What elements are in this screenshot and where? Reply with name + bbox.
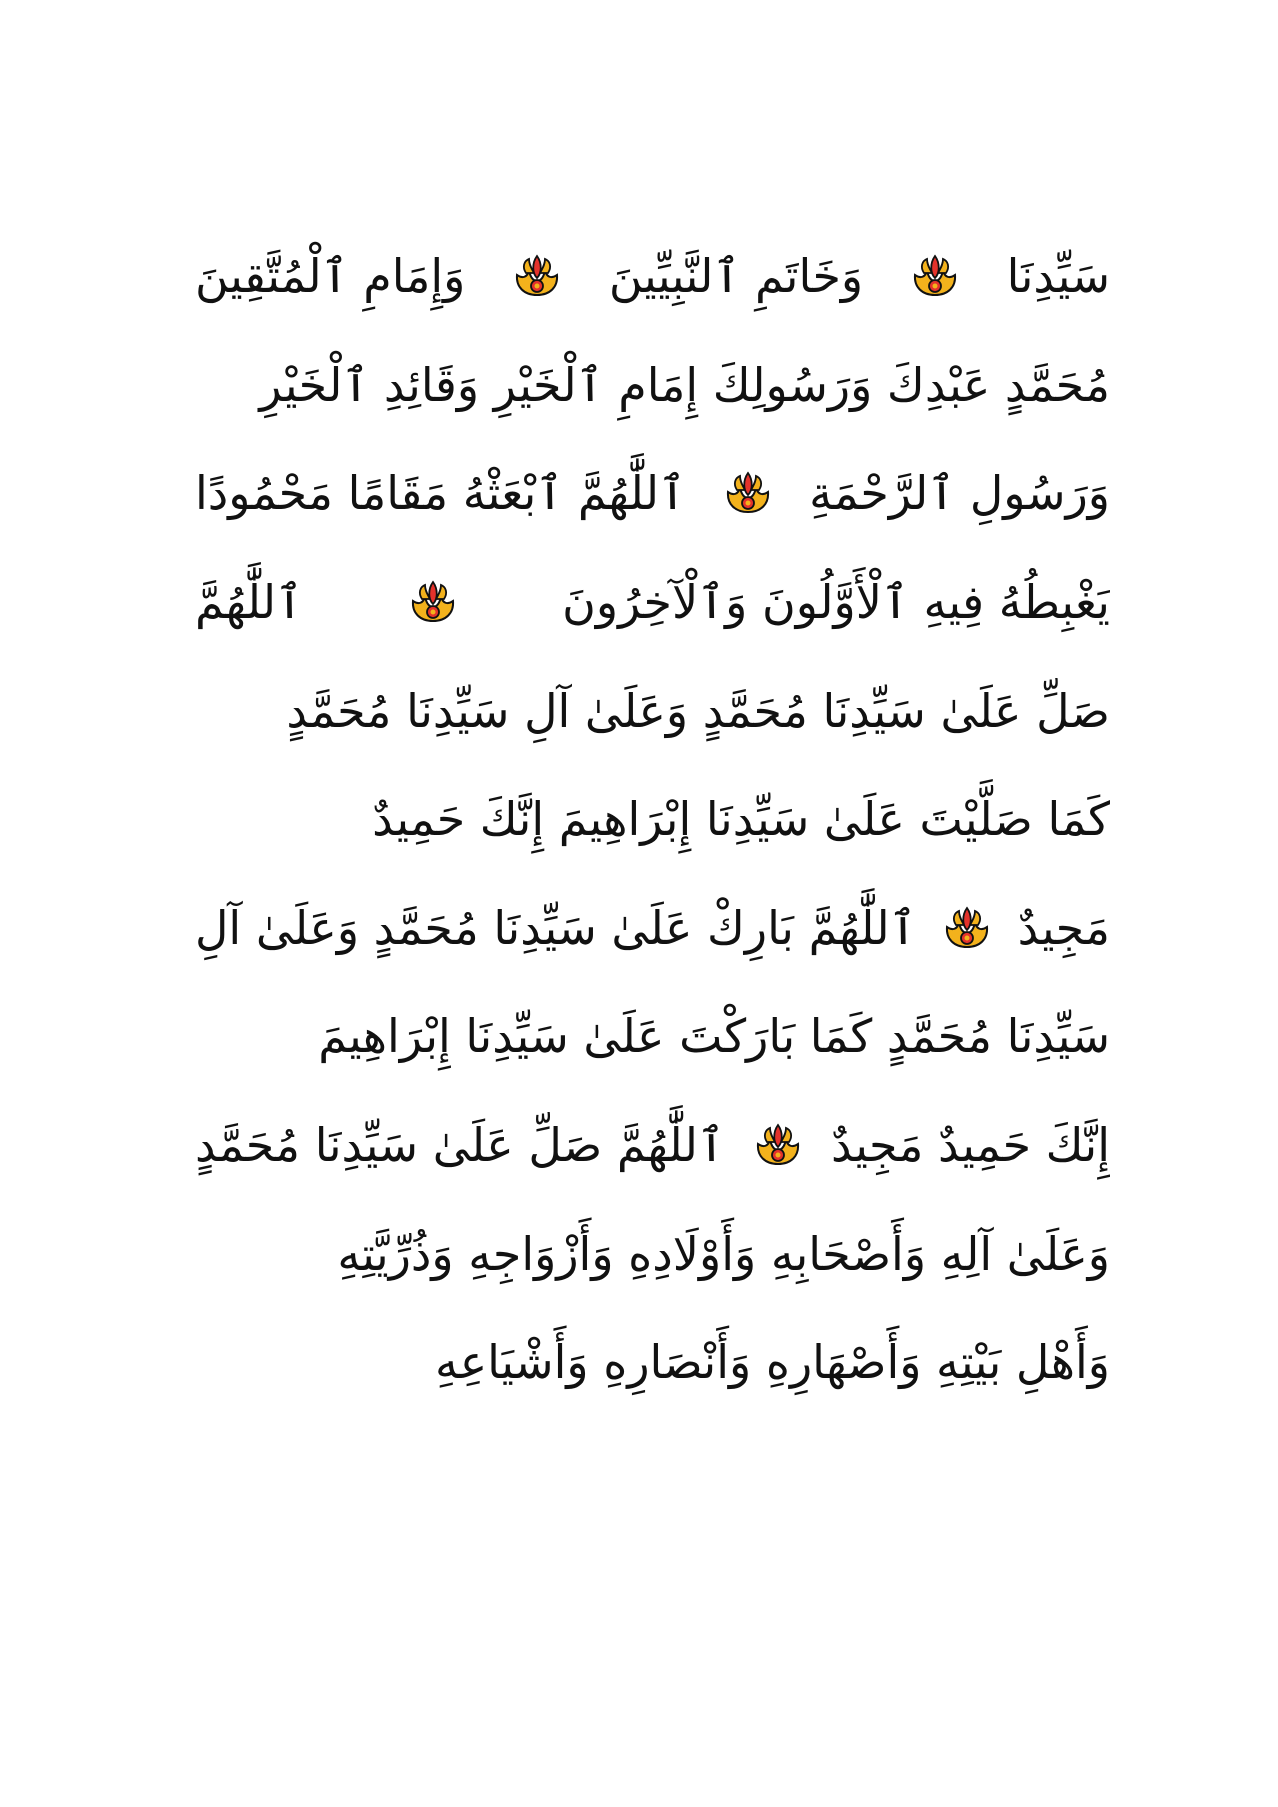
arabic-text-block [195,222,1110,1417]
line-10-segment-a: وَعَلَىٰ آلِهِ وَأَصْحَابِهِ وَأَوْلَادِهِ وَأَزْوَاجِهِ وَذُرِّيَّتِهِ [337,1226,1110,1281]
text-line-8 [195,982,1110,1091]
text-line-9 [195,1091,1110,1200]
rosette-verse-marker-icon [408,577,458,627]
line-3-segment-a: وَرَسُولِ ٱلرَّحْمَةِ [809,466,1110,521]
line-7-segment-b: ٱللَّٰهُمَّ بَارِكْ عَلَىٰ سَيِّدِنَا مُحَمَّدٍ وَعَلَىٰ آلِ [195,900,917,955]
line-1-segment-b: وَخَاتَمِ ٱلنَّبِيِّينَ [608,249,864,304]
text-line-6 [195,765,1110,874]
rosette-verse-marker-icon [512,251,562,301]
text-line-11 [195,1308,1110,1417]
text-line-4 [195,548,1110,657]
text-line-5 [195,656,1110,765]
text-line-7 [195,874,1110,983]
text-line-1 [195,222,1110,331]
rosette-verse-marker-icon [753,1120,803,1170]
line-8-segment-a: سَيِّدِنَا مُحَمَّدٍ كَمَا بَارَكْتَ عَلَىٰ سَيِّدِنَا إِبْرَاهِيمَ [318,1009,1110,1064]
text-line-2 [195,331,1110,440]
line-7-segment-a: مَجِيدٌ [1017,900,1110,955]
rosette-verse-marker-icon [942,903,992,953]
line-11-segment-a: وَأَهْلِ بَيْتِهِ وَأَصْهَارِهِ وَأَنْصَارِهِ وَأَشْيَاعِهِ [435,1335,1110,1390]
line-2-segment-a: مُحَمَّدٍ عَبْدِكَ وَرَسُولِكَ إِمَامِ ٱلْخَيْرِ وَقَائِدِ ٱلْخَيْرِ [259,357,1110,412]
line-4-segment-a: يَغْبِطُهُ فِيهِ ٱلْأَوَّلُونَ وَٱلْآخِرُونَ [562,575,1110,630]
line-5-segment-a: صَلِّ عَلَىٰ سَيِّدِنَا مُحَمَّدٍ وَعَلَىٰ آلِ سَيِّدِنَا مُحَمَّدٍ [286,683,1110,738]
text-line-3 [195,439,1110,548]
line-4-segment-b: ٱللَّٰهُمَّ [195,575,304,630]
line-9-segment-b: ٱللَّٰهُمَّ صَلِّ عَلَىٰ سَيِّدِنَا مُحَمَّدٍ [195,1118,725,1173]
rosette-verse-marker-icon [723,468,773,518]
text-line-10 [195,1199,1110,1308]
line-1-segment-c: وَإِمَامِ ٱلْمُتَّقِينَ [195,249,466,304]
line-3-segment-b: ٱللَّٰهُمَّ ٱبْعَثْهُ مَقَامًا مَحْمُودًا [195,466,686,521]
line-6-segment-a: كَمَا صَلَّيْتَ عَلَىٰ سَيِّدِنَا إِبْرَاهِيمَ إِنَّكَ حَمِيدٌ [372,792,1110,847]
rosette-verse-marker-icon [910,251,960,301]
line-9-segment-a: إِنَّكَ حَمِيدٌ مَجِيدٌ [830,1118,1110,1173]
line-1-segment-a: سَيِّدِنَا [1006,249,1110,304]
